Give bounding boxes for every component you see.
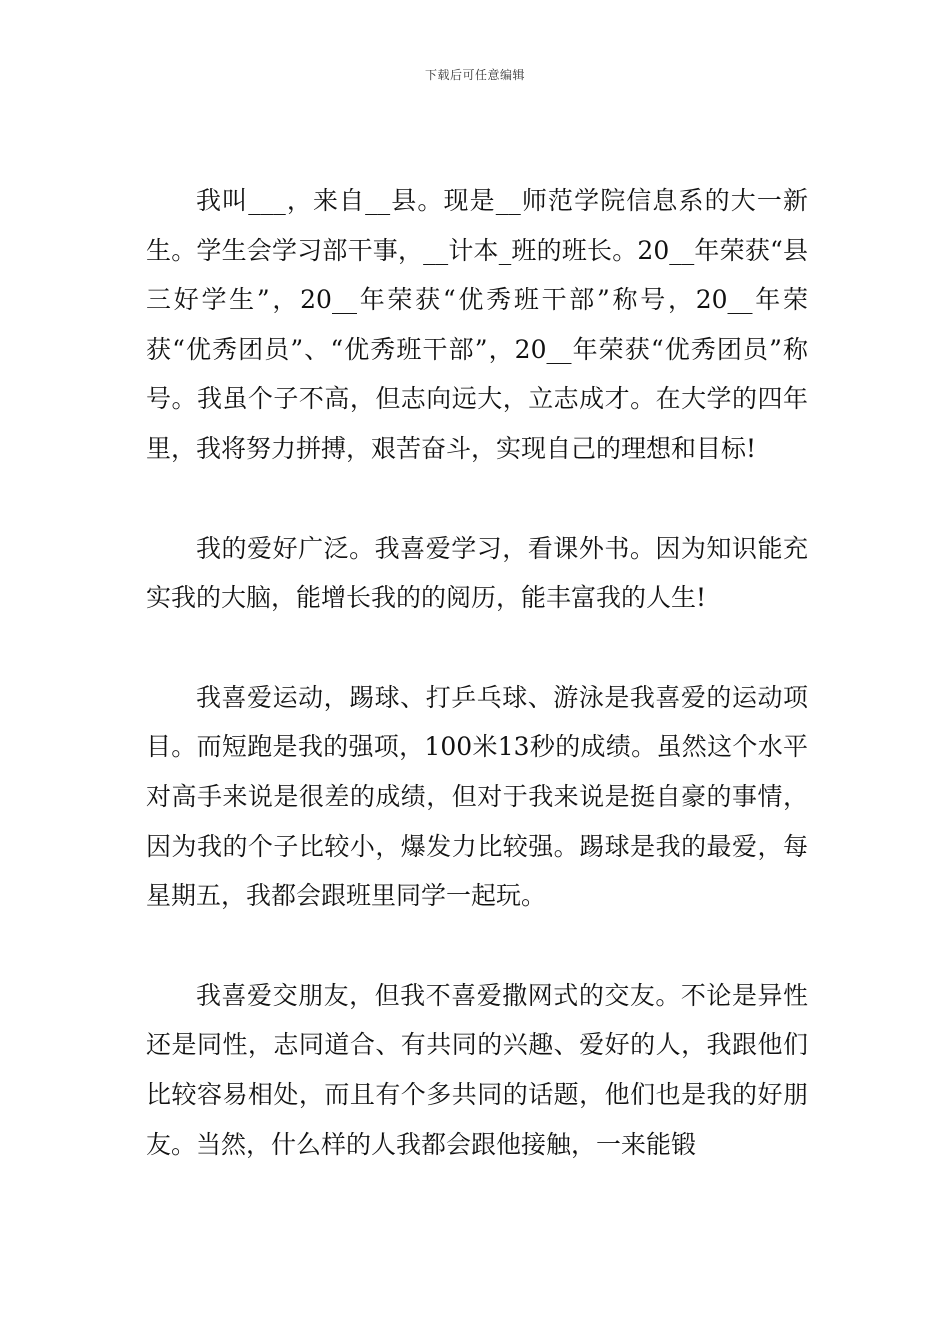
paragraph-intro: 我叫___，来自__县。现是__师范学院信息系的大一新生。学生会学习部干事，__计本_班的班长。20__年荣获“县三好学生”，20__年荣获“优秀班干部”称号，20__年荣获“优秀团员”、“优秀班干部”，20__年荣获“优秀团员”称号。我虽个子不高，但志向远大，立志成才。在大学的四年里，我将努力拼搏，艰苦奋斗，实现自己的理想和目标!: [146, 186, 808, 463]
paragraph-sports: 我喜爱运动，踢球、打乒乓球、游泳是我喜爱的运动项目。而短跑是我的强项，100米13秒的成绩。虽然这个水平对高手来说是很差的成绩，但对于我来说是挺自豪的事情，因为我的个子比较小，爆发力比较强。踢球是我的最爱，每星期五，我都会跟班里同学一起玩。: [146, 682, 808, 911]
paragraph-hobbies: 我的爱好广泛。我喜爱学习，看课外书。因为知识能充实我的大脑，能增长我的的阅历，能丰富我的人生!: [146, 533, 808, 613]
page-header-note: 下载后可任意编辑: [424, 68, 525, 82]
document-body: [146, 176, 808, 1169]
paragraph-friends: 我喜爱交朋友，但我不喜爱撒网式的交友。不论是异性还是同性，志同道合、有共同的兴趣、爱好的人，我跟他们比较容易相处，而且有个多共同的话题，他们也是我的好朋友。当然，什么样的人我都会跟他接触，一来能锻: [146, 980, 808, 1159]
